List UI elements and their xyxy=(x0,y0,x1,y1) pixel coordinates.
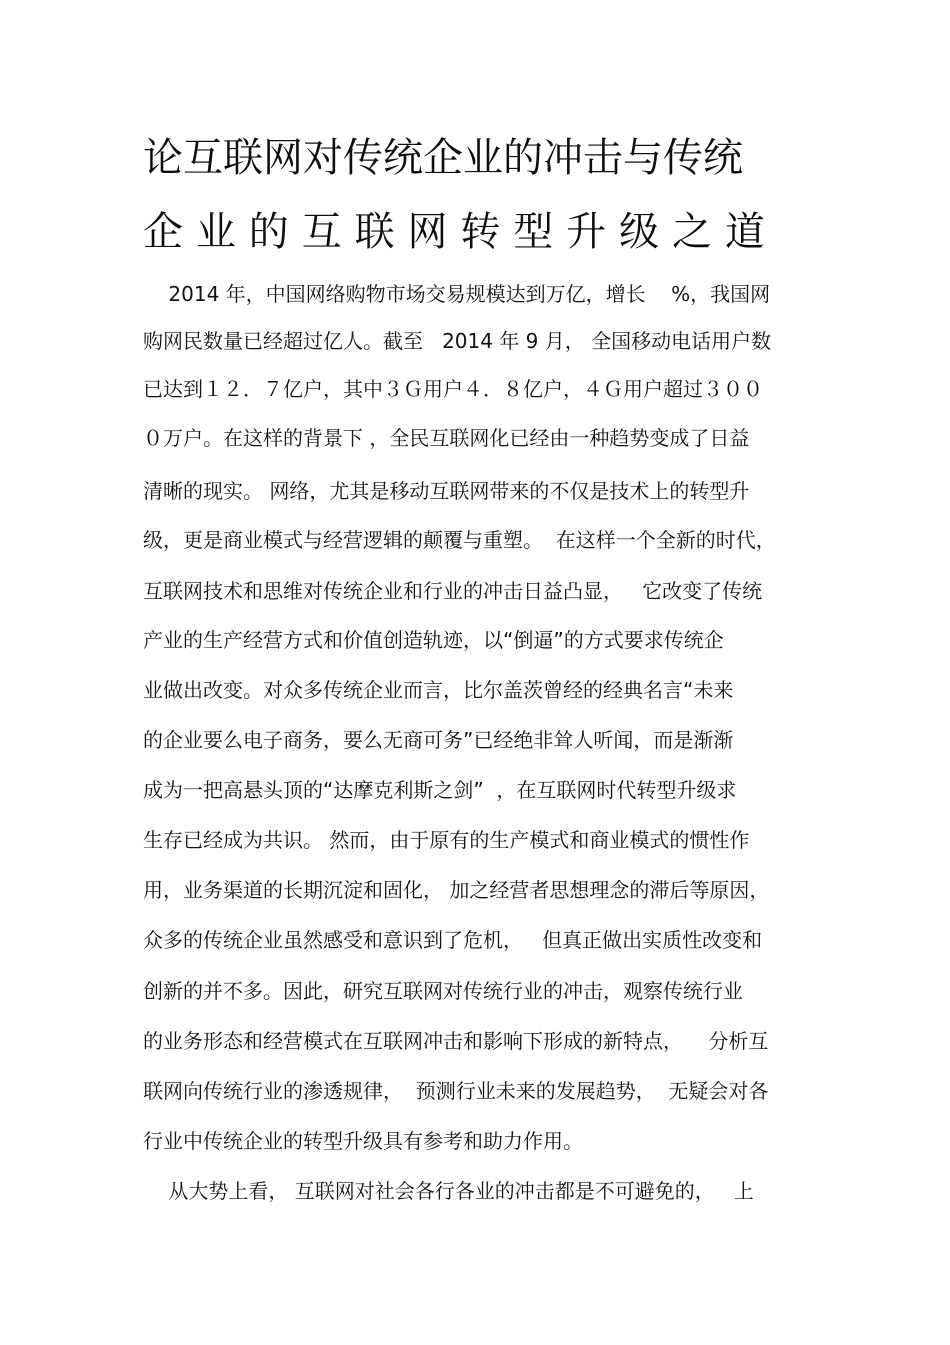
body-text-line: 业做出改变。对众多传统企业而言，比尔盖茨曾经的经典名言“未来 xyxy=(143,678,734,702)
body-text-line: 产业的生产经营方式和价值创造轨迹，以“倒逼”的方式要求传统企 xyxy=(143,628,724,652)
body-text-line: 创新的并不多。因此，研究互联网对传统行业的冲击，观察传统行业 xyxy=(143,979,743,1003)
body-text-line: 购网民数量已经超过亿人。截至 2014 年 9 月， 全国移动电话用户数 xyxy=(143,329,772,353)
body-text-line: 2014 年，中国网络购物市场交易规模达到万亿，增长 %，我国网 xyxy=(143,282,771,306)
body-text-line: 的业务形态和经营模式在互联网冲击和影响下形成的新特点， 分析互 xyxy=(143,1029,769,1053)
body-text-line: 联网向传统行业的渗透规律， 预测行业未来的发展趋势， 无疑会对各 xyxy=(143,1079,769,1103)
body-text-line: 级，更是商业模式与经营逻辑的颠覆与重塑。 在这样一个全新的时代， xyxy=(143,528,776,552)
document-title-line-2: 企业的互联网转型升级之道 xyxy=(143,209,778,255)
body-text-line: 从大势上看， 互联网对社会各行各业的冲击都是不可避免的， 上 xyxy=(143,1179,754,1203)
body-text-line: 行业中传统企业的转型升级具有参考和助力作用。 xyxy=(143,1129,583,1153)
body-text-line: 互联网技术和思维对传统企业和行业的冲击日益凸显， 它改变了传统 xyxy=(143,579,763,603)
body-text-line: 已达到１２．７亿户，其中３Ｇ用户４．８亿户，４Ｇ用户超过３００ xyxy=(143,377,763,401)
body-text-line: ０万户。在这样的背景下 ，全民互联网化已经由一种趋势变成了日益 xyxy=(143,426,750,450)
body-text-line: 成为一把高悬头顶的“达摩克利斯之剑” ，在互联网时代转型升级求 xyxy=(143,778,737,802)
body-text-line: 的企业要么电子商务，要么无商可务”已经绝非耸人听闻，而是渐渐 xyxy=(143,728,734,752)
body-text-line: 生存已经成为共识。 然而，由于原有的生产模式和商业模式的惯性作 xyxy=(143,828,750,852)
body-text-line: 清晰的现实。 网络，尤其是移动互联网带来的不仅是技术上的转型升 xyxy=(143,479,750,503)
body-text-line: 用，业务渠道的长期沉淀和固化， 加之经营者思想理念的滞后等原因， xyxy=(143,878,770,902)
body-text-line: 众多的传统企业虽然感受和意识到了危机， 但真正做出实质性改变和 xyxy=(143,928,763,952)
document-title-line-1: 论互联网对传统企业的冲击与传统 xyxy=(143,135,743,181)
